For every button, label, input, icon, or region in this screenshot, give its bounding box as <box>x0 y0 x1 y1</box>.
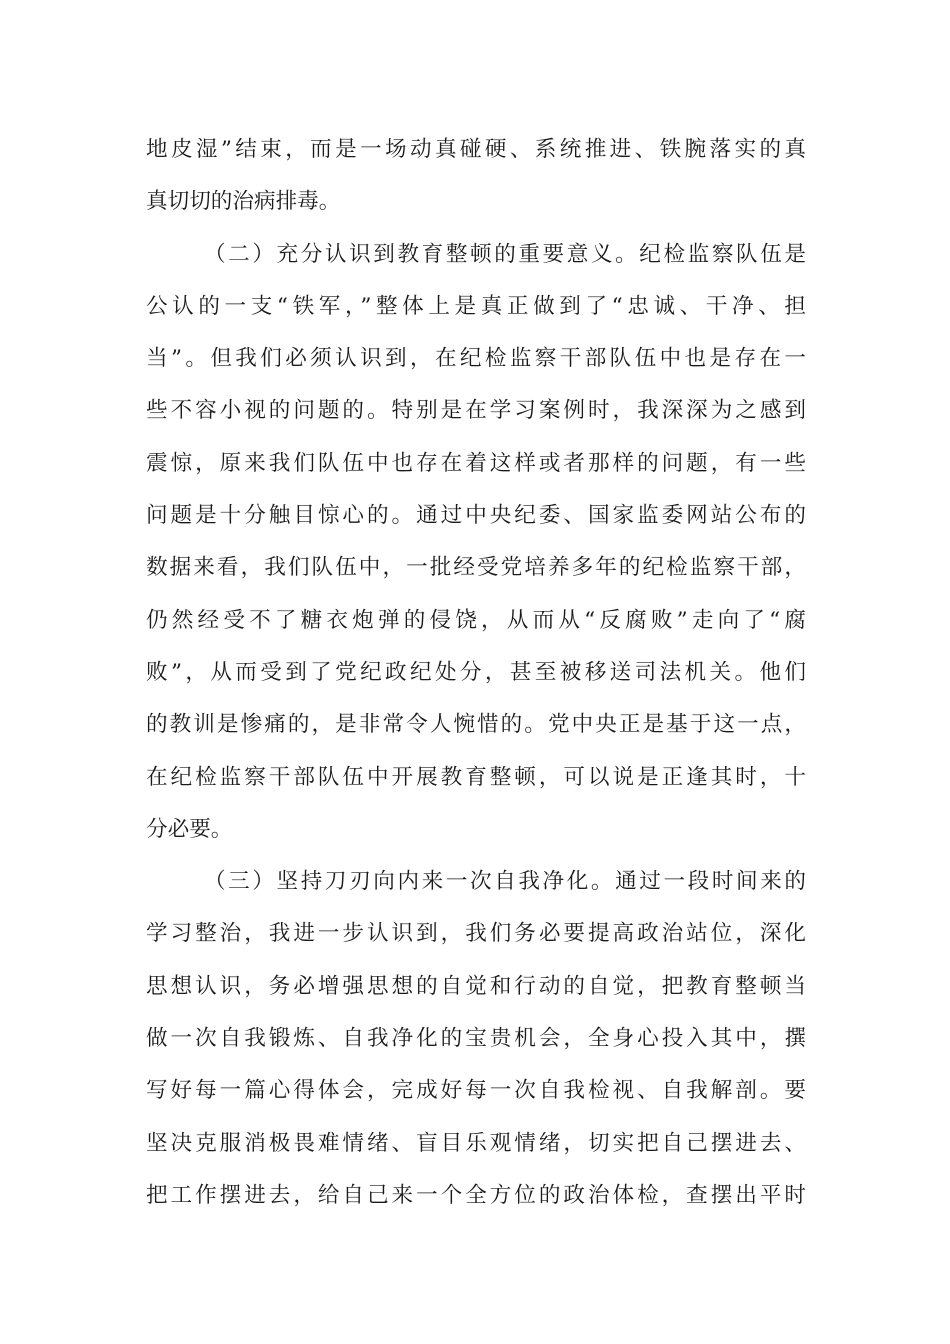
text-line: 在纪检监察干部队伍中开展教育整顿，可以说是正逢其时，十 <box>146 764 806 790</box>
text-line: 思想认识，务必增强思想的自觉和行动的自觉，把教育整顿当 <box>146 973 806 999</box>
paragraph <box>146 856 806 1222</box>
body-text <box>146 124 806 1222</box>
text-line: 把工作摆进去，给自己来一个全方位的政治体检，查摆出平时 <box>146 1182 806 1208</box>
text-line: 分必要。 <box>146 816 233 842</box>
text-line: 数据来看，我们队伍中，一批经受党培养多年的纪检监察干部， <box>146 555 806 581</box>
text-line: 当”。但我们必须认识到，在纪检监察干部队伍中也是存在一 <box>146 346 806 372</box>
text-line: 败”，从而受到了党纪政纪处分，甚至被移送司法机关。他们 <box>146 659 806 685</box>
text-line: 真切切的治病排毒。 <box>146 189 341 215</box>
text-line: 地皮湿”结束，而是一场动真碰硬、系统推进、铁腕落实的真 <box>146 137 806 162</box>
paragraph <box>146 229 806 857</box>
text-line: 震惊，原来我们队伍中也存在着这样或者那样的问题，有一些 <box>146 450 806 476</box>
text-line: 坚决克服消极畏难情绪、盲目乐观情绪，切实把自己摆进去、 <box>146 1130 806 1156</box>
paragraph <box>146 124 806 229</box>
text-line: 些不容小视的问题的。特别是在学习案例时，我深深为之感到 <box>146 398 806 424</box>
text-line: 做一次自我锻炼、自我净化的宝贵机会，全身心投入其中，撰 <box>146 1026 806 1052</box>
text-line: 问题是十分触目惊心的。通过中央纪委、国家监委网站公布的 <box>146 503 806 529</box>
text-line: 仍然经受不了糖衣炮弹的侵饶，从而从“反腐败”走向了“腐 <box>146 607 806 633</box>
text-line: 写好每一篇心得体会，完成好每一次自我检视、自我解剖。要 <box>146 1078 806 1104</box>
text-line: （二）充分认识到教育整顿的重要意义。纪检监察队伍是 <box>204 241 806 267</box>
text-line: 学习整治，我进一步认识到，我们务必要提高政治站位，深化 <box>146 921 806 947</box>
text-line: 的教训是惨痛的，是非常令人惋惜的。党中央正是基于这一点， <box>146 712 806 738</box>
text-line: 公认的一支“铁军，”整体上是真正做到了“忠诚、干净、担 <box>146 293 806 319</box>
text-line: （三）坚持刀刃向内来一次自我净化。通过一段时间来的 <box>204 869 806 895</box>
